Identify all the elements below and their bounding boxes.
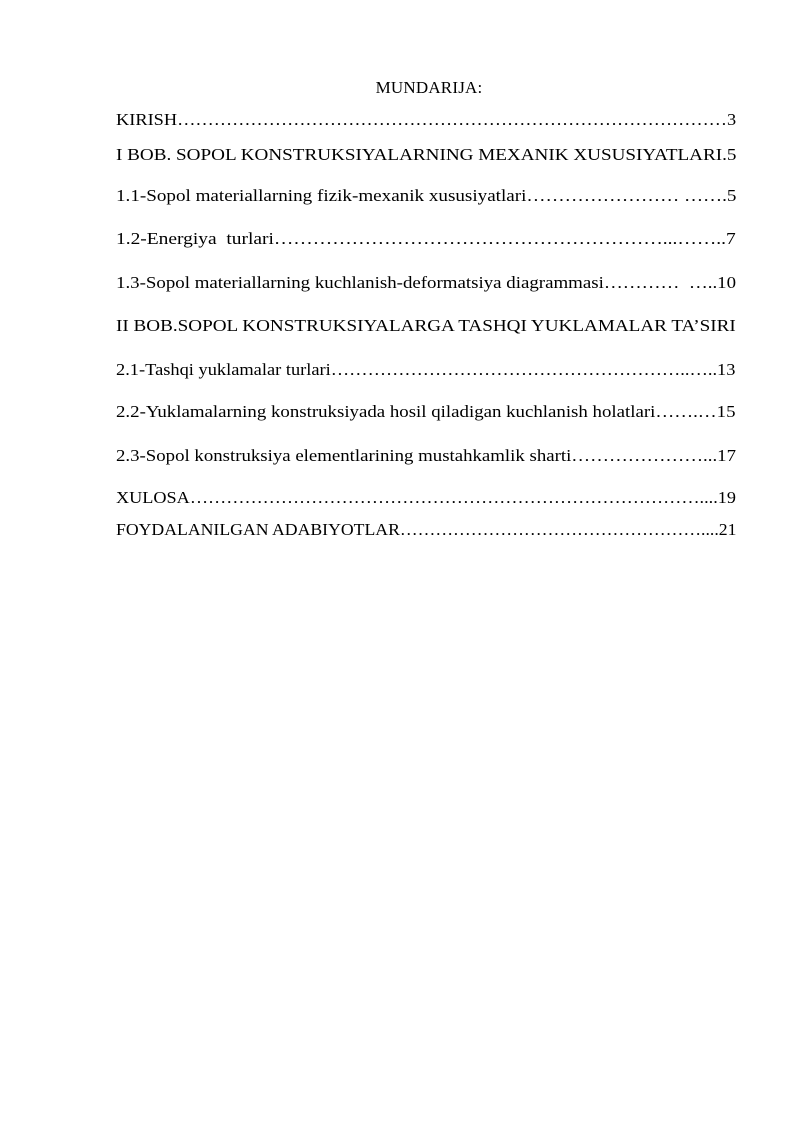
toc-entry-xulosa: XULOSA…………………………………………………………………………....19 xyxy=(116,488,736,507)
toc-entry-1-3: 1.3-Sopol materiallarning kuchlanish-deformatsiya diagrammasi………… …..10 xyxy=(116,273,737,292)
toc-entry-chapter-2: II BOB.SOPOL KONSTRUKSIYALARGA TASHQI YUKLAMALAR TA’SIRI xyxy=(116,316,736,335)
toc-entry-adabiyotlar: FOYDALANILGAN ADABIYOTLAR……………………………………………....21 xyxy=(116,520,737,539)
toc-entry-2-1: 2.1-Tashqi yuklamalar turlari…………………………………………………..…..13 xyxy=(116,360,736,379)
toc-entry-chapter-1: I BOB. SOPOL KONSTRUKSIYALARNING MEXANIK XUSUSIYATLARI.5 xyxy=(116,145,737,164)
toc-entry-1-1: 1.1-Sopol materiallarning fizik-mexanik xususiyatlari…………………… …….5 xyxy=(116,186,737,205)
toc-entry-2-2: 2.2-Yuklamalarning konstruksiyada hosil qiladigan kuchlanish holatlari…….…15 xyxy=(116,402,736,421)
toc-entry-kirish: KIRISH………………………………………………………………………………3 xyxy=(116,110,737,129)
toc-entry-1-2: 1.2-Energiya turlari……………………………………………………...……..7 xyxy=(116,229,736,248)
toc-entry-2-3: 2.3-Sopol konstruksiya elementlarining mustahkamlik sharti…………………...17 xyxy=(116,446,736,465)
toc-title: MUNDARIJA: xyxy=(375,78,483,97)
